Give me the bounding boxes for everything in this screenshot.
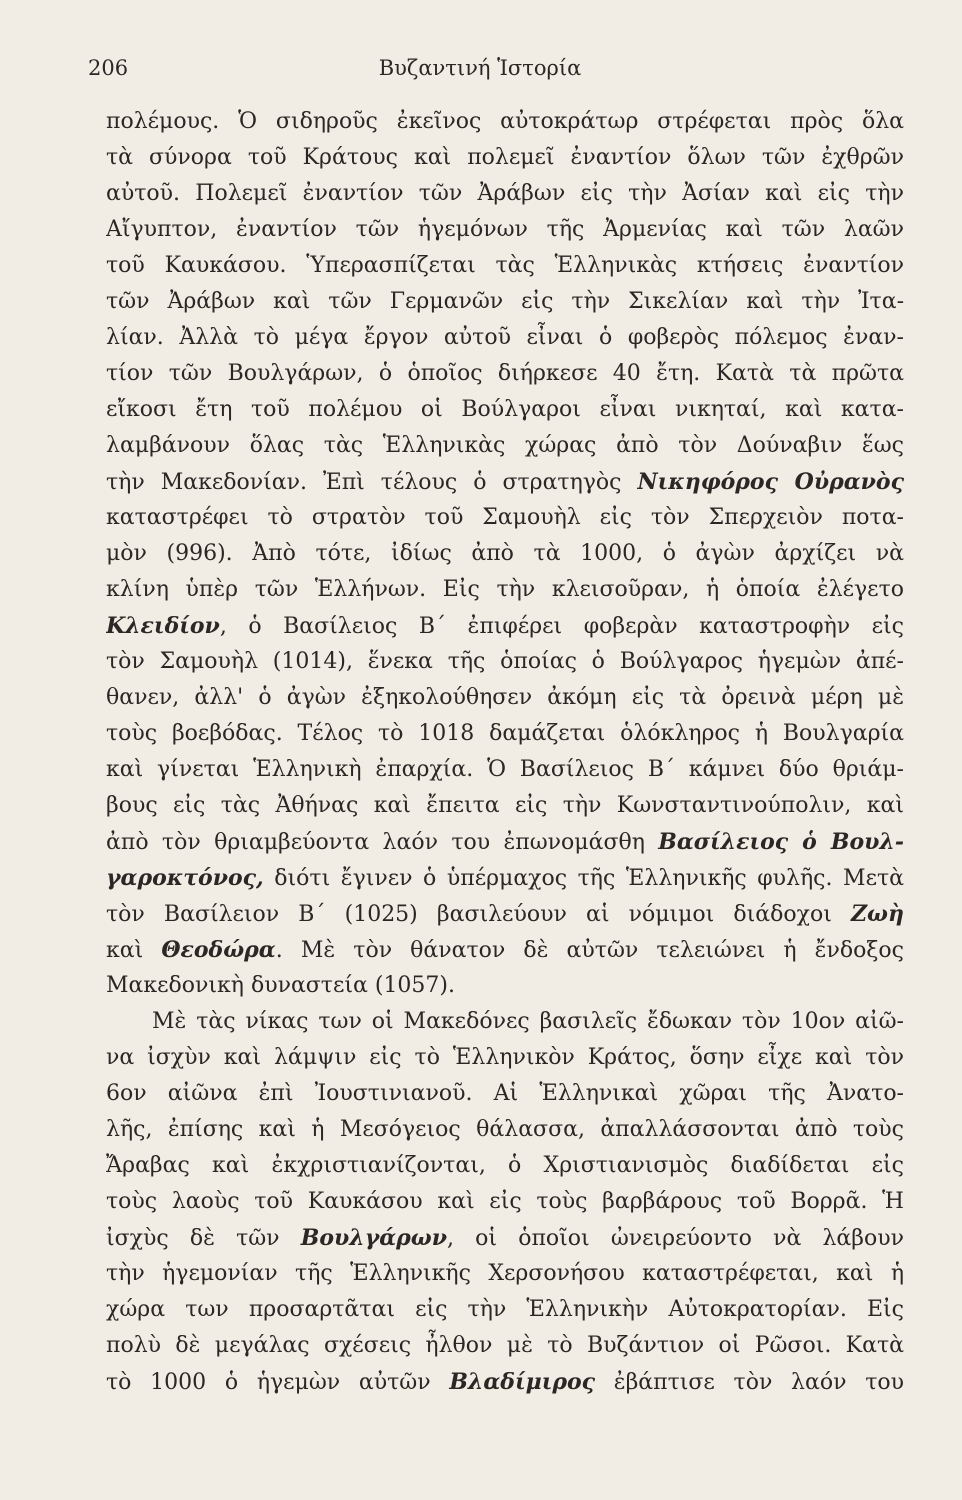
text-segment: πολὺ δὲ μεγάλας σχέσεις ἦλθον μὲ τὸ Βυζάντιον οἱ Ρῶσοι. Κατὰ: [106, 1333, 904, 1358]
text-line: [106, 356, 904, 392]
text-line: [106, 1292, 904, 1328]
emphasized-name: Βουλγάρων: [300, 1225, 447, 1251]
text-segment: , ὁ Βασίλειος Β΄ ἐπιφέρει φοβερὰν καταστροφὴν εἰς: [219, 614, 904, 639]
text-segment: τὰ σύνορα τοῦ Κράτους καὶ πολεμεῖ ἐναντίον ὅλων τῶν ἐχθρῶν: [106, 145, 904, 170]
text-segment: . Μὲ τὸν θάνατον δὲ αὐτῶν τελειώνει ἡ ἔνδοξος: [275, 938, 904, 963]
emphasized-name: Ζωὴ: [850, 901, 904, 927]
text-segment: τὸ 1000 ὁ ἡγεμὼν αὐτῶν: [106, 1370, 450, 1395]
text-line: [106, 1220, 904, 1256]
text-line: [106, 464, 904, 500]
text-line: [106, 104, 904, 140]
emphasized-name: Βασίλειος ὁ Βουλ-: [658, 829, 904, 855]
text-line: [106, 1004, 904, 1040]
text-line: [106, 932, 904, 968]
text-segment: Μὲ τὰς νίκας των οἱ Μακεδόνες βασιλεῖς ἔδωκαν τὸν 10ον αἰῶ-: [152, 1009, 904, 1034]
text-segment: τὸν Σαμουὴλ (1014), ἕνεκα τῆς ὁποίας ὁ Βούλγαρος ἡγεμὼν ἀπέ-: [106, 649, 904, 674]
text-line: [106, 1256, 904, 1292]
text-line: [106, 644, 904, 680]
text-segment: εἴκοσι ἔτη τοῦ πολέμου οἱ Βούλγαροι εἶναι νικηταί, καὶ κατα-: [106, 397, 904, 422]
text-line: [106, 500, 904, 536]
text-segment: λαμβάνουν ὅλας τὰς Ἑλληνικὰς χώρας ἀπὸ τὸν Δούναβιν ἕως: [106, 433, 904, 458]
text-segment: Αἴγυπτον, ἐναντίον τῶν ἡγεμόνων τῆς Ἀρμενίας καὶ τῶν λαῶν: [106, 217, 904, 242]
text-segment: 6ον αἰῶνα ἐπὶ Ἰουστινιανοῦ. Αἱ Ἑλληνικαὶ χῶραι τῆς Ἀνατο-: [106, 1081, 904, 1106]
text-line: [106, 896, 904, 932]
text-segment: τίον τῶν Βουλγάρων, ὁ ὁποῖος διήρκεσε 40 ἔτη. Κατὰ τὰ πρῶτα: [106, 361, 904, 386]
text-line: [106, 140, 904, 176]
text-segment: λῆς, ἐπίσης καὶ ἡ Μεσόγειος θάλασσα, ἀπαλλάσσονται ἀπὸ τοὺς: [106, 1117, 904, 1142]
text-segment: αὐτοῦ. Πολεμεῖ ἐναντίον τῶν Ἀράβων εἰς τὴν Ἀσίαν καὶ εἰς τὴν: [106, 181, 904, 206]
text-segment: τὴν Μακεδονίαν. Ἐπὶ τέλους ὁ στρατηγὸς: [106, 470, 638, 495]
text-line: [106, 1148, 904, 1184]
text-segment: τοὺς βοεβόδας. Τέλος τὸ 1018 δαμάζεται ὁλόκληρος ἡ Βουλγαρία: [106, 721, 904, 746]
text-segment: ἐβάπτισε τὸν λαόν του: [595, 1370, 904, 1395]
text-line: [106, 392, 904, 428]
text-segment: Μακεδονικὴ δυναστεία (1057).: [106, 973, 456, 998]
text-line: [106, 320, 904, 356]
text-line: [106, 824, 904, 860]
text-line: [106, 752, 904, 788]
text-line: [106, 968, 904, 1004]
text-segment: κλίνη ὑπὲρ τῶν Ἑλλήνων. Εἰς τὴν κλεισοῦραν, ἡ ὁποία ἐλέγετο: [106, 577, 904, 602]
page-header: [88, 56, 872, 90]
emphasized-name: Θεοδώρα: [161, 937, 276, 963]
text-line: [106, 1112, 904, 1148]
text-segment: τοῦ Καυκάσου. Ὑπερασπίζεται τὰς Ἑλληνικὰς κτήσεις ἐναντίον: [106, 253, 904, 278]
text-line: [106, 572, 904, 608]
text-line: [106, 176, 904, 212]
text-segment: πολέμους. Ὁ σιδηροῦς ἐκεῖνος αὐτοκράτωρ στρέφεται πρὸς ὅλα: [106, 109, 904, 134]
text-segment: χώρα των προσαρτᾶται εἰς τὴν Ἑλληνικὴν Αὐτοκρατορίαν. Εἰς: [106, 1297, 904, 1322]
text-line: [106, 680, 904, 716]
text-segment: μὸν (996). Ἀπὸ τότε, ἰδίως ἀπὸ τὰ 1000, ὁ ἀγὼν ἀρχίζει νὰ: [106, 541, 904, 566]
text-line: [106, 536, 904, 572]
text-line: [106, 1328, 904, 1364]
text-segment: ἰσχὺς δὲ τῶν: [106, 1226, 301, 1251]
text-segment: τοὺς λαοὺς τοῦ Καυκάσου καὶ εἰς τοὺς βαρβάρους τοῦ Βορρᾶ. Ἡ: [106, 1189, 904, 1214]
text-line: [106, 788, 904, 824]
text-segment: τὸν Βασίλειον Β΄ (1025) βασιλεύουν αἱ νόμιμοι διάδοχοι: [106, 902, 851, 927]
text-line: [106, 1364, 904, 1400]
text-line: [106, 1076, 904, 1112]
text-segment: Ἄραβας καὶ ἐκχριστιανίζονται, ὁ Χριστιανισμὸς διαδίδεται εἰς: [106, 1153, 904, 1178]
text-line: [106, 1040, 904, 1076]
text-segment: , οἱ ὁποῖοι ὠνειρεύοντο νὰ λάβουν: [447, 1226, 904, 1251]
text-segment: θανεν, ἀλλ' ὁ ἀγὼν ἐξηκολούθησεν ἀκόμη εἰς τὰ ὀρεινὰ μέρη μὲ: [106, 685, 904, 710]
text-segment: βους εἰς τὰς Ἀθήνας καὶ ἔπειτα εἰς τὴν Κωνσταντινούπολιν, καὶ: [106, 793, 904, 818]
text-segment: καὶ: [106, 938, 162, 963]
text-line: [106, 284, 904, 320]
emphasized-name: γαροκτόνος,: [106, 865, 264, 891]
text-segment: τῶν Ἀράβων καὶ τῶν Γερμανῶν εἰς τὴν Σικελίαν καὶ τὴν Ἰτα-: [106, 289, 904, 314]
text-segment: καὶ γίνεται Ἑλληνικὴ ἐπαρχία. Ὁ Βασίλειος Β΄ κάμνει δύο θριάμ-: [106, 757, 904, 782]
text-line: [106, 716, 904, 752]
text-segment: διότι ἔγινεν ὁ ὑπέρμαχος τῆς Ἑλληνικῆς φυλῆς. Μετὰ: [263, 866, 904, 891]
text-line: [106, 1184, 904, 1220]
running-title: Βυζαντινή Ἱστορία: [378, 56, 582, 80]
text-line: [106, 428, 904, 464]
text-line: [106, 860, 904, 896]
body-text: [106, 104, 904, 1400]
text-line: [106, 212, 904, 248]
text-segment: καταστρέφει τὸ στρατὸν τοῦ Σαμουὴλ εἰς τὸν Σπερχειὸν ποτα-: [106, 505, 904, 530]
text-line: [106, 608, 904, 644]
emphasized-name: Κλειδίον: [106, 613, 220, 639]
text-segment: ἀπὸ τὸν θριαμβεύοντα λαόν του ἐπωνομάσθη: [106, 830, 659, 855]
text-segment: να ἰσχὺν καὶ λάμψιν εἰς τὸ Ἑλληνικὸν Κράτος, ὅσην εἶχε καὶ τὸν: [106, 1045, 904, 1070]
text-line: [106, 248, 904, 284]
text-segment: τὴν ἡγεμονίαν τῆς Ἑλληνικῆς Χερσονήσου καταστρέφεται, καὶ ἡ: [106, 1261, 904, 1286]
emphasized-name: Νικηφόρος Οὐρανὸς: [637, 469, 904, 495]
emphasized-name: Βλαδίμιρος: [449, 1369, 596, 1395]
text-segment: λίαν. Ἀλλὰ τὸ μέγα ἔργον αὐτοῦ εἶναι ὁ φοβερὸς πόλεμος ἐναν-: [106, 325, 904, 350]
page-number: 206: [88, 56, 129, 80]
